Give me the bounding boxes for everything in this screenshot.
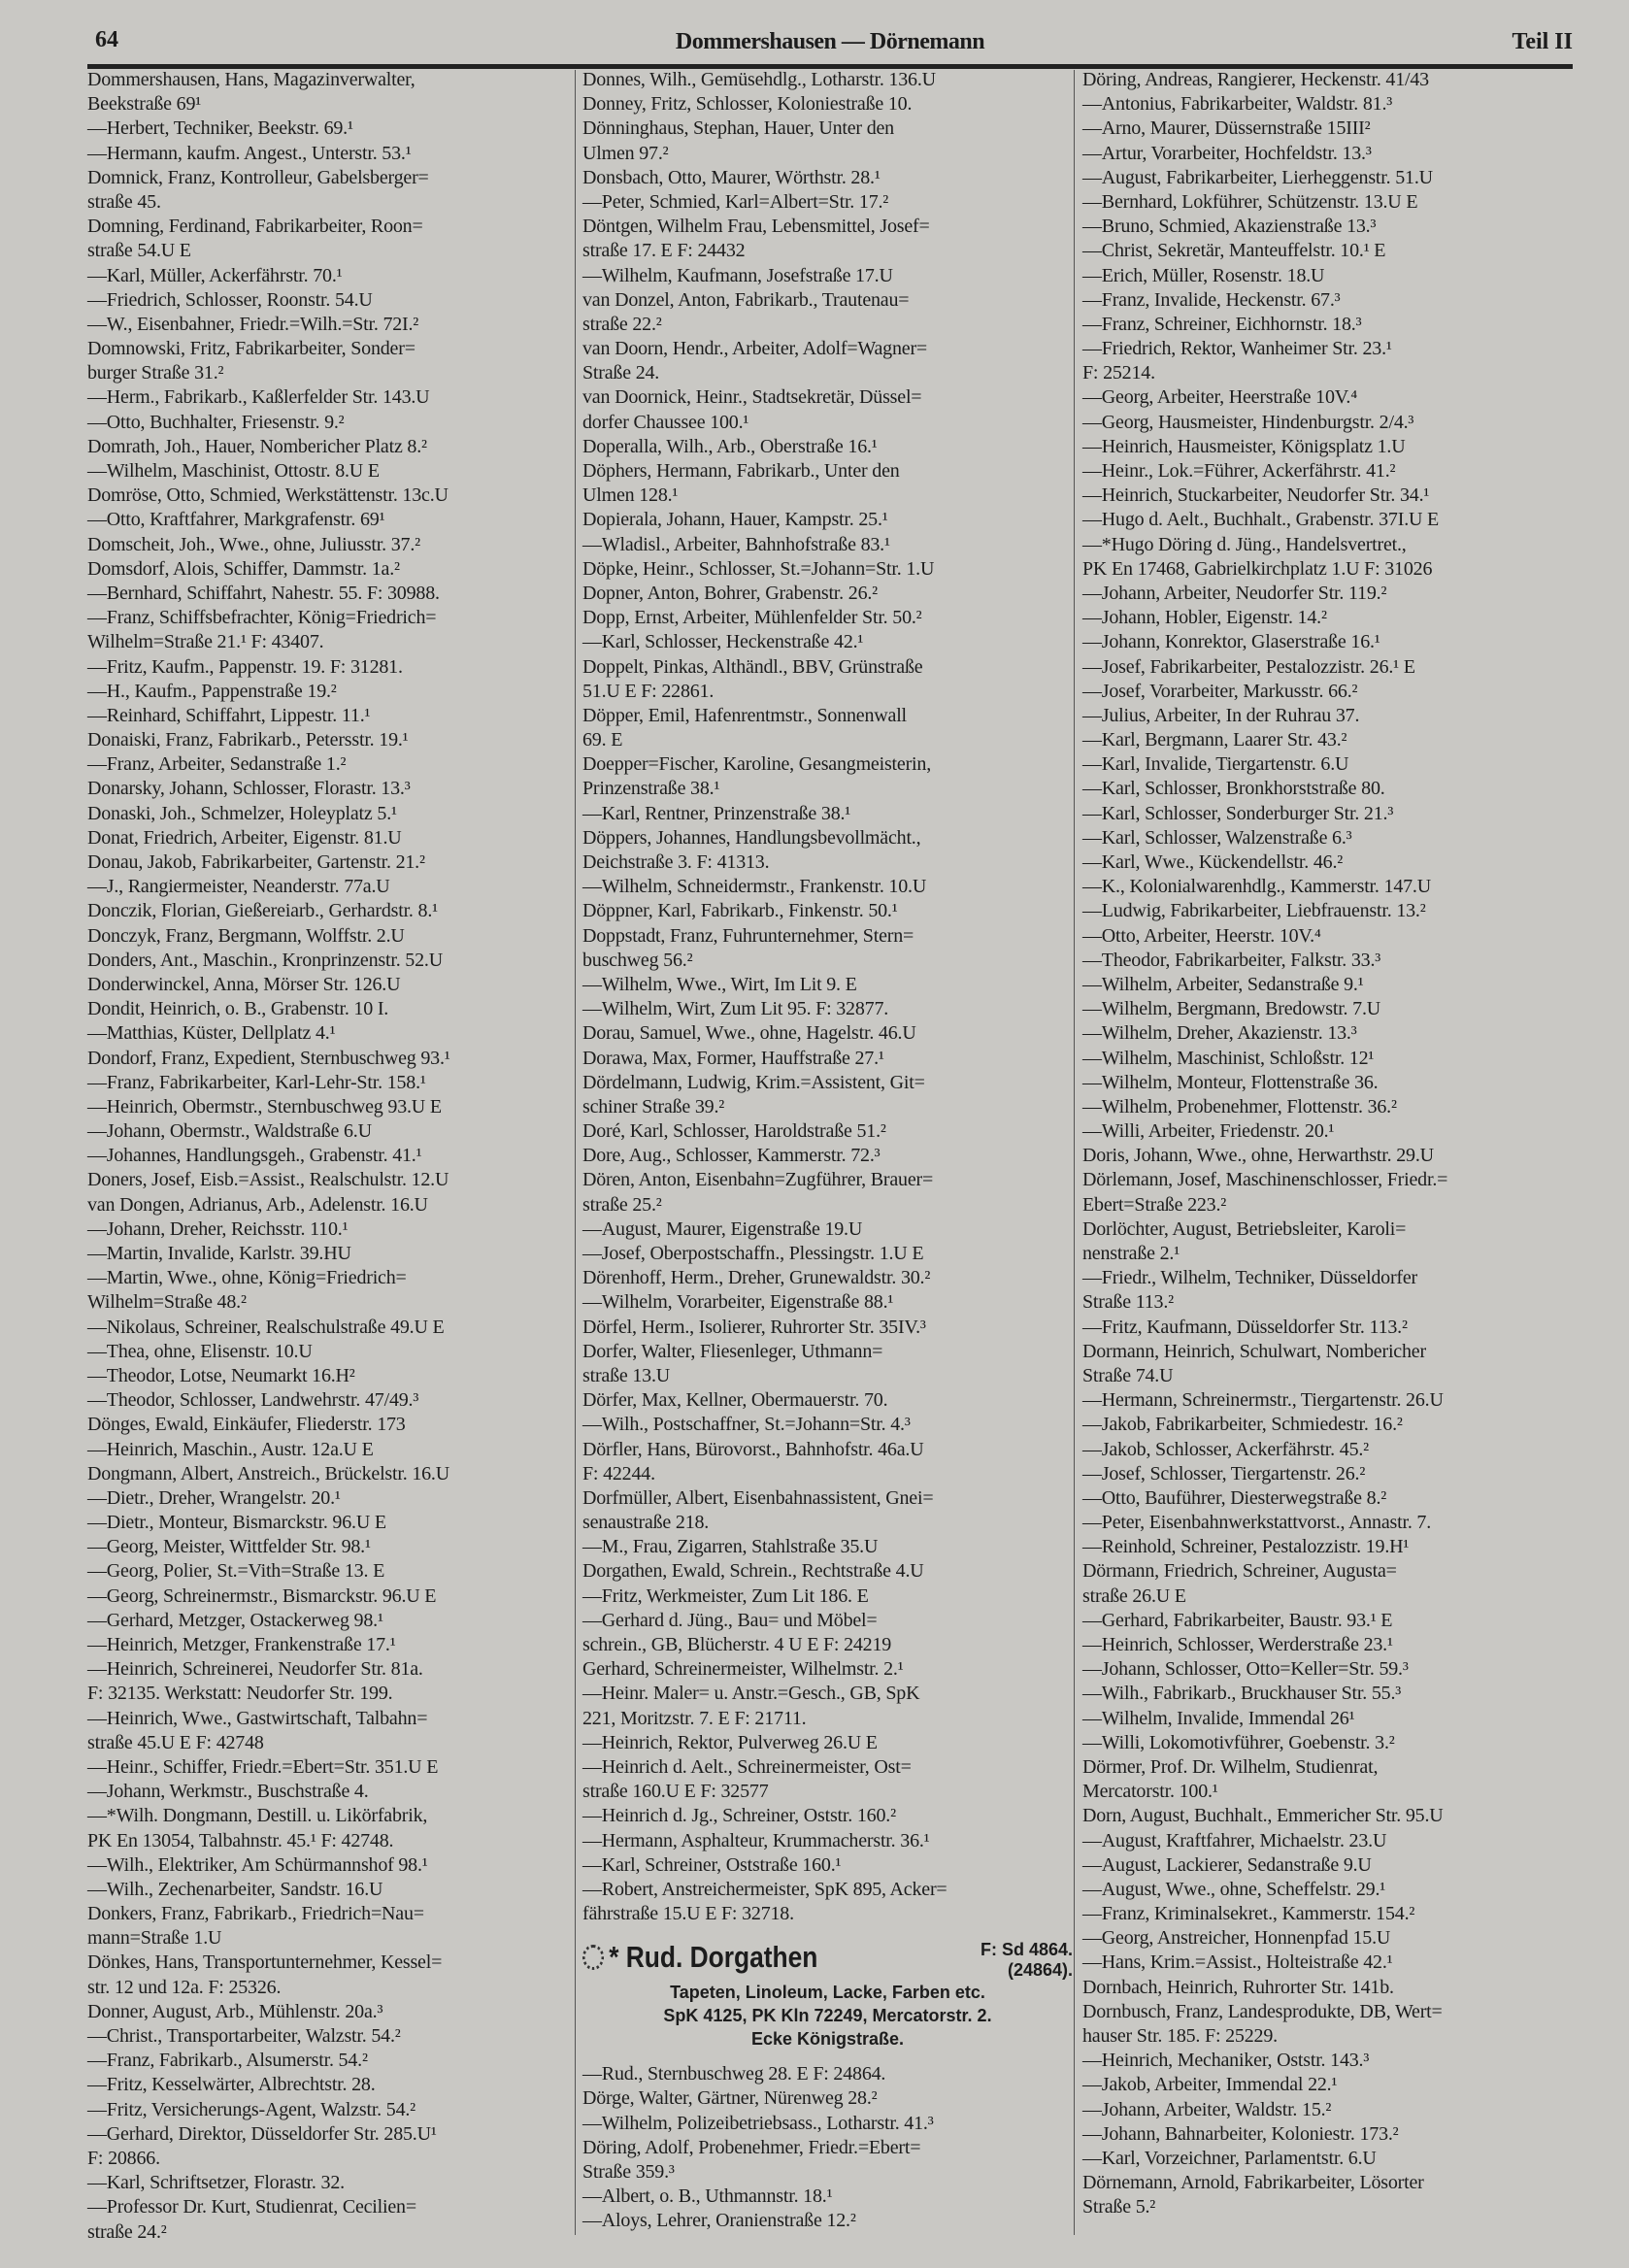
directory-entry-line: Doepper=Fischer, Karoline, Gesangmeisterin,	[582, 753, 931, 776]
page-number: 64	[95, 27, 118, 52]
directory-entry-line: Deichstraße 3. F: 41313.	[582, 851, 770, 873]
directory-entry-line: —Peter, Schmied, Karl=Albert=Str. 17.²	[582, 190, 889, 213]
directory-entry-line: Wilhelm=Straße 48.²	[87, 1291, 247, 1314]
directory-entry-line: Domrath, Joh., Hauer, Nombericher Platz 8.²	[87, 435, 427, 457]
directory-entry-line: straße 54.U E	[87, 240, 191, 262]
directory-entry-line: —Martin, Wwe., ohne, König=Friedrich=	[87, 1267, 407, 1289]
directory-entry-line: —Willi, Lokomotivführer, Goebenstr. 3.²	[1082, 1731, 1395, 1753]
directory-entry-line: —Christ., Transportarbeiter, Walzstr. 54.²	[87, 2025, 401, 2047]
directory-entry-line: —Karl, Schlosser, Heckenstraße 42.¹	[582, 631, 864, 653]
directory-entry-line: —Heinrich d. Jg., Schreiner, Oststr. 160.²	[582, 1805, 896, 1827]
directory-entry-line: —Antonius, Fabrikarbeiter, Waldstr. 81.³	[1082, 93, 1393, 116]
ad-line: SpK 4125, PK Kln 72249, Mercatorstr. 2.	[663, 2006, 992, 2026]
column-1	[87, 68, 578, 2245]
directory-entry-line: —Karl, Schlosser, Walzenstraße 6.³	[1082, 826, 1352, 849]
directory-entry-line: —Artur, Vorarbeiter, Hochfeldstr. 13.³	[1082, 142, 1372, 164]
directory-entry-line: —Franz, Arbeiter, Sedanstraße 1.²	[87, 753, 347, 776]
directory-entry-line: —Heinr. Maler= u. Anstr.=Gesch., GB, SpK	[582, 1683, 920, 1705]
directory-entry-line: —Franz, Fabrikarbeiter, Karl-Lehr-Str. 158.¹	[87, 1071, 426, 1093]
directory-entry-line: —Reinhard, Schiffahrt, Lippestr. 11.¹	[87, 704, 371, 726]
directory-entry-line: —Heinrich, Obermstr., Sternbuschweg 93.U E	[87, 1095, 442, 1117]
directory-entry-line: —Johann, Bahnarbeiter, Koloniestr. 173.²	[1082, 2122, 1399, 2145]
advertisement	[582, 1940, 1073, 2051]
directory-entry-line: Dörmann, Friedrich, Schreiner, Augusta=	[1082, 1560, 1397, 1583]
directory-entry-line: —Thea, ohne, Elisenstr. 10.U	[87, 1340, 313, 1362]
directory-entry-line: Domscheit, Joh., Wwe., ohne, Juliusstr. 37.²	[87, 533, 420, 555]
directory-entry-line: —Bernhard, Lokführer, Schützenstr. 13.U E	[1082, 190, 1418, 213]
directory-entry-line: straße 17. E F: 24432	[582, 240, 746, 262]
directory-entry-line: Dorlöchter, August, Betriebsleiter, Karoli=	[1082, 1217, 1407, 1240]
directory-entry-line: straße 45.	[87, 190, 161, 213]
directory-entry-line: —Gerhard, Metzger, Ostackerweg 98.¹	[87, 1609, 383, 1631]
directory-entry-line: Domning, Ferdinand, Fabrikarbeiter, Roon=	[87, 216, 423, 238]
directory-entry-line: Döntgen, Wilhelm Frau, Lebensmittel, Josef=	[582, 216, 930, 238]
directory-entry-line: Dörmer, Prof. Dr. Wilhelm, Studienrat,	[1082, 1755, 1379, 1778]
directory-entry-line: —Matthias, Küster, Dellplatz 4.¹	[87, 1022, 336, 1045]
directory-entry-line: —Erich, Müller, Rosenstr. 18.U	[1082, 264, 1325, 286]
directory-entry-line: Donau, Jakob, Fabrikarbeiter, Gartenstr. 21.²	[87, 851, 425, 873]
ad-line: Tapeten, Linoleum, Lacke, Farben etc.	[670, 1983, 985, 2003]
part-label: Teil II	[1512, 29, 1573, 54]
directory-entry-line: —Hans, Krim.=Assist., Holteistraße 42.¹	[1082, 1951, 1393, 1974]
directory-entry-line: —Josef, Vorarbeiter, Markusstr. 66.²	[1082, 680, 1358, 702]
directory-entry-line: —Wilhelm, Maschinist, Schloßstr. 12¹	[1082, 1047, 1375, 1069]
directory-entry-line: —K., Kolonialwarenhdlg., Kammerstr. 147.U	[1082, 876, 1431, 898]
directory-entry-line: —Theodor, Schlosser, Landwehrstr. 47/49.³	[87, 1389, 419, 1412]
directory-entry-line: —Karl, Schlosser, Sonderburger Str. 21.³	[1082, 802, 1394, 824]
directory-entry-line: —Reinhold, Schreiner, Pestalozzistr. 19.H¹	[1082, 1536, 1410, 1558]
directory-entry-line: —Georg, Polier, St.=Vith=Straße 13. E	[87, 1560, 385, 1583]
directory-entry-line: —Wilhelm, Invalide, Immendal 26¹	[1082, 1707, 1355, 1729]
directory-entry-line: Dörfler, Hans, Bürovorst., Bahnhofstr. 46a.U	[582, 1438, 924, 1460]
directory-entry-line: —Heinrich, Wwe., Gastwirtschaft, Talbahn=	[87, 1707, 428, 1729]
directory-entry-line: —Johann, Obermstr., Waldstraße 6.U	[87, 1120, 372, 1143]
directory-entry-line: Wilhelm=Straße 21.¹ F: 43407.	[87, 631, 324, 653]
directory-entry-line: —Wilhelm, Wirt, Zum Lit 95. F: 32877.	[582, 998, 889, 1020]
directory-entry-line: —Professor Dr. Kurt, Studienrat, Cecilien=	[87, 2196, 416, 2218]
directory-entry-line: —Theodor, Fabrikarbeiter, Falkstr. 33.³	[1082, 949, 1381, 971]
directory-entry-line: F: 42244.	[582, 1462, 655, 1484]
directory-entry-line: —Wilh., Elektriker, Am Schürmannshof 98.¹	[87, 1853, 428, 1876]
directory-entry-line: —Johann, Arbeiter, Neudorfer Str. 119.²	[1082, 582, 1387, 604]
wreath-icon	[582, 1945, 604, 1970]
directory-entry-line: straße 24.²	[87, 2220, 167, 2243]
directory-entry-line: —Georg, Anstreicher, Honnenpfad 15.U	[1082, 1927, 1391, 1950]
directory-entry-line: Dörenhoff, Herm., Dreher, Grunewaldstr. 30.²	[582, 1267, 931, 1289]
directory-entry-line: Doris, Johann, Wwe., ohne, Herwarthstr. 29.U	[1082, 1145, 1434, 1167]
directory-entry-line: —Heinrich, Rektor, Pulverweg 26.U E	[582, 1731, 878, 1753]
directory-entry-line: —Johann, Arbeiter, Waldstr. 15.²	[1082, 2098, 1332, 2120]
directory-entry-line: van Doorn, Hendr., Arbeiter, Adolf=Wagner=	[582, 338, 927, 360]
ad-phone-alt: (24864).	[1007, 1960, 1073, 1981]
directory-entry-line: mann=Straße 1.U	[87, 1927, 222, 1950]
directory-entry-line: Donaiski, Franz, Fabrikarb., Petersstr. 19.¹	[87, 729, 409, 751]
directory-entry-line: Straße 5.²	[1082, 2196, 1156, 2218]
directory-entry-line: —J., Rangiermeister, Neanderstr. 77a.U	[87, 876, 390, 898]
directory-entry-line: —Franz, Schreiner, Eichhornstr. 18.³	[1082, 313, 1362, 335]
directory-entry-line: —Herm., Fabrikarb., Kaßlerfelder Str. 143.U	[87, 386, 430, 409]
directory-entry-line: —Karl, Schlosser, Bronkhorststraße 80.	[1082, 778, 1385, 800]
directory-entry-line: —Fritz, Kesselwärter, Albrechtstr. 28.	[87, 2074, 376, 2096]
directory-entry-line: Straße 24.	[582, 362, 660, 384]
directory-entry-line: Prinzenstraße 38.¹	[582, 778, 720, 800]
directory-entry-line: —Otto, Kraftfahrer, Markgrafenstr. 69¹	[87, 509, 385, 531]
directory-entry-line: Doperalla, Wilh., Arb., Oberstraße 16.¹	[582, 435, 878, 457]
directory-entry-line: —Karl, Rentner, Prinzenstraße 38.¹	[582, 802, 851, 824]
directory-entry-line: Doppelt, Pinkas, Althändl., BBV, Grünstraße	[582, 655, 923, 678]
directory-entry-line: Dörfer, Max, Kellner, Obermauerstr. 70.	[582, 1389, 888, 1412]
directory-entry-line: —Wilhelm, Kaufmann, Josefstraße 17.U	[582, 264, 893, 286]
directory-entry-line: Dörnemann, Arnold, Fabrikarbeiter, Lösorter	[1082, 2172, 1424, 2194]
directory-entry-line: —Franz, Kriminalsekret., Kammerstr. 154.²	[1082, 1903, 1415, 1925]
directory-entry-line: —*Wilh. Dongmann, Destill. u. Likörfabrik,	[87, 1805, 428, 1827]
directory-entry-line: —Karl, Invalide, Tiergartenstr. 6.U	[1082, 753, 1349, 776]
directory-entry-line: —Wilhelm, Bergmann, Bredowstr. 7.U	[1082, 998, 1380, 1020]
directory-entry-line: Dörge, Walter, Gärtner, Nürenweg 28.²	[582, 2087, 878, 2110]
directory-entry-line: Donarsky, Johann, Schlosser, Florastr. 13.³	[87, 778, 411, 800]
directory-entry-line: —Willi, Arbeiter, Friedenstr. 20.¹	[1082, 1120, 1335, 1143]
directory-entry-line: —Wilhelm, Probenehmer, Flottenstr. 36.²	[1082, 1095, 1397, 1117]
directory-entry-line: —Theodor, Lotse, Neumarkt 16.H²	[87, 1364, 355, 1386]
directory-entry-line: —Wladisl., Arbeiter, Bahnhofstraße 83.¹	[582, 533, 890, 555]
directory-entry-line: 221, Moritzstr. 7. E F: 21711.	[582, 1707, 807, 1729]
directory-entry-line: Donczyk, Franz, Bergmann, Wolffstr. 2.U	[87, 924, 405, 947]
directory-entry-line: F: 20866.	[87, 2147, 160, 2169]
directory-entry-line: —Heinrich, Mechaniker, Oststr. 143.³	[1082, 2050, 1370, 2072]
directory-entry-line: —Johannes, Handlungsgeh., Grabenstr. 41.¹	[87, 1145, 422, 1167]
ad-phone: F: Sd 4864.	[980, 1940, 1073, 1960]
directory-entry-line: —W., Eisenbahner, Friedr.=Wilh.=Str. 72I.²	[87, 313, 419, 335]
directory-entry-line: —Karl, Vorzeichner, Parlamentstr. 6.U	[1082, 2147, 1377, 2169]
directory-entry-line: —Heinrich, Metzger, Frankenstraße 17.¹	[87, 1634, 396, 1655]
directory-entry-line: —Heinrich, Schlosser, Werderstraße 23.¹	[1082, 1634, 1393, 1655]
directory-entry-line: fährstraße 15.U E F: 32718.	[582, 1903, 794, 1925]
directory-entry-line: Straße 74.U	[1082, 1364, 1174, 1386]
directory-entry-line: —Aloys, Lehrer, Oranienstraße 12.²	[582, 2210, 856, 2232]
directory-entry-line: straße 26.U E	[1082, 1584, 1186, 1607]
directory-entry-line: Donczik, Florian, Gießereiarb., Gerhardstr. 8.¹	[87, 900, 438, 922]
directory-entry-line: —Hugo d. Aelt., Buchhalt., Grabenstr. 37I.U E	[1082, 509, 1440, 531]
directory-entry-line: Doppstadt, Franz, Fuhrunternehmer, Stern=	[582, 924, 914, 947]
directory-entry-line: —Wilhelm, Schneidermstr., Frankenstr. 10.U	[582, 876, 927, 898]
directory-entry-line: —Bernhard, Schiffahrt, Nahestr. 55. F: 30988.	[87, 582, 440, 604]
directory-entry-line: straße 13.U	[582, 1364, 670, 1386]
directory-entry-line: —Wilh., Fabrikarb., Bruckhauser Str. 55.³	[1082, 1683, 1402, 1705]
directory-entry-line: —Karl, Müller, Ackerfährstr. 70.¹	[87, 264, 343, 286]
directory-entry-line: —Fritz, Kaufm., Pappenstr. 19. F: 31281.	[87, 655, 403, 678]
directory-entry-line: —Bruno, Schmied, Akazienstraße 13.³	[1082, 216, 1377, 238]
directory-entry-line: —Wilhelm, Wwe., Wirt, Im Lit 9. E	[582, 973, 857, 995]
directory-entry-line: van Dongen, Adrianus, Arb., Adelenstr. 16.U	[87, 1193, 428, 1216]
directory-entry-line: F: 32135. Werkstatt: Neudorfer Str. 199.	[87, 1683, 393, 1705]
directory-entry-line: Dopner, Anton, Bohrer, Grabenstr. 26.²	[582, 582, 878, 604]
directory-entry-line: —August, Lackierer, Sedanstraße 9.U	[1082, 1853, 1372, 1876]
directory-entry-line: —Robert, Anstreichermeister, SpK 895, Acker=	[582, 1878, 947, 1900]
directory-entry-line: Dongmann, Albert, Anstreich., Brückelstr. 16.U	[87, 1462, 449, 1484]
column-3	[1082, 68, 1573, 2220]
directory-entry-line: Beekstraße 69¹	[87, 93, 202, 116]
directory-entry-line: —Hermann, Asphalteur, Krummacherstr. 36.¹	[582, 1829, 930, 1851]
directory-entry-line: senaustraße 218.	[582, 1512, 710, 1534]
directory-entry-line: dorfer Chaussee 100.¹	[582, 411, 749, 433]
directory-entry-line: —Heinrich, Schreinerei, Neudorfer Str. 81a.	[87, 1658, 423, 1681]
directory-entry-line: schiner Straße 39.²	[582, 1095, 725, 1117]
directory-entry-line: Dommershausen, Hans, Magazinverwalter,	[87, 69, 416, 90]
directory-entry-line: —Josef, Schlosser, Tiergartenstr. 26.²	[1082, 1462, 1366, 1484]
column-divider	[1074, 70, 1075, 2235]
directory-entry-line: —Otto, Arbeiter, Heerstr. 10V.⁴	[1082, 924, 1321, 947]
directory-entry-line: —Wilhelm, Polizeibetriebsass., Lotharstr. 41.³	[582, 2112, 934, 2134]
directory-entry-line: PK En 17468, Gabrielkirchplatz 1.U F: 31026	[1082, 557, 1433, 580]
directory-entry-line: —Wilhelm, Monteur, Flottenstraße 36.	[1082, 1071, 1379, 1093]
directory-entry-line: Dore, Aug., Schlosser, Kammerstr. 72.³	[582, 1145, 881, 1167]
directory-entry-line: —Martin, Invalide, Karlstr. 39.HU	[87, 1243, 351, 1264]
directory-entry-line: Donsbach, Otto, Maurer, Wörthstr. 28.¹	[582, 166, 881, 188]
directory-entry-line: —Albert, o. B., Uthmannstr. 18.¹	[582, 2185, 833, 2208]
directory-entry-line: Ulmen 97.²	[582, 142, 669, 164]
directory-entry-line: —Fritz, Werkmeister, Zum Lit 186. E	[582, 1584, 869, 1607]
directory-entry-line: Donaski, Joh., Schmelzer, Holeyplatz 5.¹	[87, 802, 397, 824]
directory-entry-line: —Otto, Buchhalter, Friesenstr. 9.²	[87, 411, 345, 433]
directory-entry-line: —Gerhard, Fabrikarbeiter, Baustr. 93.¹ E	[1082, 1609, 1393, 1631]
directory-entry-line: Dopp, Ernst, Arbeiter, Mühlenfelder Str. 50.²	[582, 607, 922, 629]
directory-entry-line: Donner, August, Arb., Mühlenstr. 20a.³	[87, 2000, 383, 2022]
directory-entry-line: —Wilhelm, Maschinist, Ottostr. 8.U E	[87, 460, 380, 482]
directory-entry-line: —August, Wwe., ohne, Scheffelstr. 29.¹	[1082, 1878, 1386, 1900]
directory-entry-line: van Doornick, Heinr., Stadtsekretär, Düssel=	[582, 386, 922, 409]
directory-entry-line: —Ludwig, Fabrikarbeiter, Liebfrauenstr. 13.²	[1082, 900, 1426, 922]
directory-entry-line: —Heinr., Lok.=Führer, Ackerfährstr. 41.²	[1082, 460, 1396, 482]
directory-entry-line: —Friedr., Wilhelm, Techniker, Düsseldorfer	[1082, 1267, 1417, 1289]
directory-entry-line: —Franz, Fabrikarb., Alsumerstr. 54.²	[87, 2050, 368, 2072]
directory-entry-line: Dörfel, Herm., Isolierer, Ruhrorter Str. 35IV.³	[582, 1316, 926, 1338]
directory-entry-line: 51.U E F: 22861.	[582, 680, 715, 702]
directory-entry-line: Straße 359.³	[582, 2161, 675, 2183]
directory-entry-line: —Johann, Dreher, Reichsstr. 110.¹	[87, 1217, 349, 1240]
directory-entry-line: —Franz, Invalide, Heckenstr. 67.³	[1082, 288, 1341, 311]
directory-entry-line: PK En 13054, Talbahnstr. 45.¹ F: 42748.	[87, 1829, 394, 1851]
ad-name: * Rud. Dorgathen	[609, 1940, 818, 1975]
directory-entry-line: Domnowski, Fritz, Fabrikarbeiter, Sonder=	[87, 338, 416, 360]
column-2	[582, 68, 1073, 2234]
directory-entry-line: Domnick, Franz, Kontrolleur, Gabelsberger=	[87, 166, 429, 188]
directory-entry-line: straße 25.²	[582, 1193, 662, 1216]
directory-entry-line: nenstraße 2.¹	[1082, 1243, 1180, 1264]
directory-entry-line: Donkers, Franz, Fabrikarb., Friedrich=Nau=	[87, 1903, 424, 1925]
directory-entry-line: —August, Maurer, Eigenstraße 19.U	[582, 1217, 863, 1240]
directory-entry-line: —Julius, Arbeiter, In der Ruhrau 37.	[1082, 704, 1360, 726]
directory-entry-line: —Georg, Meister, Wittfelder Str. 98.¹	[87, 1536, 371, 1558]
directory-entry-line: Döppner, Karl, Fabrikarb., Finkenstr. 50.¹	[582, 900, 898, 922]
directory-entry-line: —Herbert, Techniker, Beekstr. 69.¹	[87, 117, 353, 140]
directory-entry-line: Donnes, Wilh., Gemüsehdlg., Lotharstr. 136.U	[582, 69, 936, 90]
directory-entry-line: —Dietr., Dreher, Wrangelstr. 20.¹	[87, 1486, 341, 1509]
directory-entry-line: —Wilh., Zechenarbeiter, Sandstr. 16.U	[87, 1878, 383, 1900]
directory-entry-line: —Johann, Werkmstr., Buschstraße 4.	[87, 1781, 369, 1803]
page-header	[87, 27, 1573, 66]
directory-entry-line: —Karl, Schreiner, Oststraße 160.¹	[582, 1853, 842, 1876]
directory-entry-line: —Heinrich d. Aelt., Schreinermeister, Ost=	[582, 1755, 912, 1778]
directory-entry-line: burger Straße 31.²	[87, 362, 224, 384]
directory-entry-line: —M., Frau, Zigarren, Stahlstraße 35.U	[582, 1536, 879, 1558]
directory-entry-line: —Nikolaus, Schreiner, Realschulstraße 49.U E	[87, 1316, 445, 1338]
directory-entry-line: Döpke, Heinr., Schlosser, St.=Johann=Str. 1.U	[582, 557, 935, 580]
directory-entry-line: —Hermann, kaufm. Angest., Unterstr. 53.¹	[87, 142, 412, 164]
directory-entry-line: —Johann, Konrektor, Glaserstraße 16.¹	[1082, 631, 1380, 653]
directory-entry-line: Domröse, Otto, Schmied, Werkstättenstr. 13c.U	[87, 484, 449, 507]
directory-entry-line: van Donzel, Anton, Fabrikarb., Trautenau=	[582, 288, 910, 311]
directory-entry-line: —Fritz, Kaufmann, Düsseldorfer Str. 113.²	[1082, 1316, 1408, 1338]
directory-entry-line: buschweg 56.²	[582, 949, 693, 971]
directory-entry-line: —Karl, Wwe., Kückendellstr. 46.²	[1082, 851, 1344, 873]
directory-entry-line: schrein., GB, Blücherstr. 4 U E F: 24219	[582, 1634, 892, 1655]
directory-entry-line: —Jakob, Schlosser, Ackerfährstr. 45.²	[1082, 1438, 1369, 1460]
ad-line: Ecke Königstraße.	[750, 2029, 905, 2050]
directory-entry-line: Donat, Friedrich, Arbeiter, Eigenstr. 81.U	[87, 826, 402, 849]
directory-entry-line: Döring, Adolf, Probenehmer, Friedr.=Ebert=	[582, 2136, 921, 2158]
directory-entry-line: Domsdorf, Alois, Schiffer, Dammstr. 1a.²	[87, 557, 400, 580]
directory-entry-line: —Georg, Schreinermstr., Bismarckstr. 96.U E	[87, 1584, 437, 1607]
directory-entry-line: —Fritz, Versicherungs-Agent, Walzstr. 54.²	[87, 2098, 416, 2120]
directory-entry-line: —Heinrich, Maschin., Austr. 12a.U E	[87, 1438, 374, 1460]
directory-entry-line: Doners, Josef, Eisb.=Assist., Realschulstr. 12.U	[87, 1169, 449, 1191]
page-title: Dommershausen — Dörnemann	[675, 29, 985, 54]
directory-entry-line: straße 45.U E F: 42748	[87, 1731, 264, 1753]
directory-entry-line: Dönkes, Hans, Transportunternehmer, Kessel=	[87, 1951, 443, 1974]
directory-entry-line: Döppers, Johannes, Handlungsbevollmächt.,	[582, 826, 921, 849]
directory-entry-line: Dorfer, Walter, Fliesenleger, Uthmann=	[582, 1340, 883, 1362]
directory-entry-line: Dornbusch, Franz, Landesprodukte, DB, Wert=	[1082, 2000, 1443, 2022]
directory-entry-line: —Arno, Maurer, Düssernstraße 15III²	[1082, 117, 1371, 140]
directory-entry-line: Dornbach, Heinrich, Ruhrorter Str. 141b.	[1082, 1976, 1394, 1998]
directory-entry-line: —August, Fabrikarbeiter, Lierheggenstr. 51.U	[1082, 166, 1433, 188]
directory-entry-line: Dormann, Heinrich, Schulwart, Nombericher	[1082, 1340, 1426, 1362]
directory-entry-line: —Heinrich, Hausmeister, Königsplatz 1.U	[1082, 435, 1406, 457]
directory-entry-line: str. 12 und 12a. F: 25326.	[87, 1976, 282, 1998]
directory-entry-line: —Jakob, Fabrikarbeiter, Schmiedestr. 16.²	[1082, 1414, 1403, 1436]
directory-entry-line: —Christ, Sekretär, Manteuffelstr. 10.¹ E	[1082, 240, 1386, 262]
directory-entry-line: —Franz, Schiffsbefrachter, König=Friedrich=	[87, 607, 437, 629]
directory-entry-line: Donney, Fritz, Schlosser, Koloniestraße 10.	[582, 93, 913, 116]
directory-entry-line: Dondit, Heinrich, o. B., Grabenstr. 10 I.	[87, 998, 389, 1020]
directory-entry-line: Donderwinckel, Anna, Mörser Str. 126.U	[87, 973, 401, 995]
directory-entry-line: —Wilhelm, Vorarbeiter, Eigenstraße 88.¹	[582, 1291, 894, 1314]
directory-entry-line: Doré, Karl, Schlosser, Haroldstraße 51.²	[582, 1120, 886, 1143]
directory-entry-line: F: 25214.	[1082, 362, 1155, 384]
directory-entry-line: Dorfmüller, Albert, Eisenbahnassistent, Gnei=	[582, 1486, 934, 1509]
directory-entry-line: —Otto, Bauführer, Diesterwegstraße 8.²	[1082, 1486, 1387, 1509]
directory-entry-line: —Karl, Bergmann, Laarer Str. 43.²	[1082, 729, 1347, 751]
directory-entry-line: —Friedrich, Schlosser, Roonstr. 54.U	[87, 288, 373, 311]
directory-entry-line: Dorawa, Max, Former, Hauffstraße 27.¹	[582, 1047, 884, 1069]
directory-entry-line: Dönges, Ewald, Einkäufer, Fliederstr. 173	[87, 1414, 406, 1436]
directory-entry-line: —Peter, Eisenbahnwerkstattvorst., Annastr. 7.	[1082, 1512, 1432, 1534]
directory-entry-line: Dopierala, Johann, Hauer, Kampstr. 25.¹	[582, 509, 888, 531]
directory-entry-line: —Johann, Schlosser, Otto=Keller=Str. 59.³	[1082, 1658, 1409, 1681]
directory-entry-line: —Wilhelm, Dreher, Akazienstr. 13.³	[1082, 1022, 1357, 1045]
directory-entry-line: —Rud., Sternbuschweg 28. E F: 24864.	[582, 2063, 886, 2085]
directory-entry-line: —Gerhard d. Jüng., Bau= und Möbel=	[582, 1609, 878, 1631]
directory-entry-line: —Karl, Schriftsetzer, Florastr. 32.	[87, 2172, 345, 2194]
directory-entry-line: Döpper, Emil, Hafenrentmstr., Sonnenwall	[582, 704, 907, 726]
directory-entry-line: —Josef, Oberpostschaffn., Plessingstr. 1.U E	[582, 1243, 924, 1264]
directory-entry-line: —Johann, Hobler, Eigenstr. 14.²	[1082, 607, 1327, 629]
directory-entry-line: Dorgathen, Ewald, Schrein., Rechtstraße 4.U	[582, 1560, 924, 1583]
directory-entry-line: Dorn, August, Buchhalt., Emmericher Str. 95.U	[1082, 1805, 1444, 1827]
directory-entry-line: —Wilh., Postschaffner, St.=Johann=Str. 4.³	[582, 1414, 911, 1436]
directory-entry-line: —Jakob, Arbeiter, Immendal 22.¹	[1082, 2074, 1338, 2096]
directory-entry-line: straße 160.U E F: 32577	[582, 1781, 769, 1803]
directory-entry-line: —Georg, Hausmeister, Hindenburgstr. 2/4.³	[1082, 411, 1414, 433]
directory-entry-line: —Hermann, Schreinermstr., Tiergartenstr. 26.U	[1082, 1389, 1444, 1412]
directory-entry-line: Dören, Anton, Eisenbahn=Zugführer, Brauer=	[582, 1169, 934, 1191]
directory-entry-line: Donders, Ant., Maschin., Kronprinzenstr. 52.U	[87, 949, 443, 971]
directory-entry-line: Döring, Andreas, Rangierer, Heckenstr. 41/43	[1082, 69, 1429, 90]
directory-entry-line: —Wilhelm, Arbeiter, Sedanstraße 9.¹	[1082, 973, 1364, 995]
directory-entry-line: Dördelmann, Ludwig, Krim.=Assistent, Git=	[582, 1071, 925, 1093]
directory-entry-line: hauser Str. 185. F: 25229.	[1082, 2025, 1278, 2047]
directory-entry-line: Dönninghaus, Stephan, Hauer, Unter den	[582, 117, 894, 140]
directory-entry-line: Dorau, Samuel, Wwe., ohne, Hagelstr. 46.U	[582, 1022, 916, 1045]
directory-entry-line: —H., Kaufm., Pappenstraße 19.²	[87, 680, 337, 702]
directory-entry-line: Dörlemann, Josef, Maschinenschlosser, Friedr.=	[1082, 1169, 1448, 1191]
directory-entry-line: —Gerhard, Direktor, Düsseldorfer Str. 285.U¹	[87, 2122, 437, 2145]
directory-entry-line: —*Hugo Döring d. Jüng., Handelsvertret.,	[1082, 533, 1407, 555]
directory-entry-line: Ulmen 128.¹	[582, 484, 679, 507]
directory-entry-line: —Josef, Fabrikarbeiter, Pestalozzistr. 26.¹ E	[1082, 655, 1415, 678]
directory-entry-line: —August, Kraftfahrer, Michaelstr. 23.U	[1082, 1829, 1387, 1851]
directory-entry-line: Mercatorstr. 100.¹	[1082, 1781, 1218, 1803]
directory-entry-line: —Heinr., Schiffer, Friedr.=Ebert=Str. 351.U E	[87, 1755, 439, 1778]
directory-entry-line: straße 22.²	[582, 313, 662, 335]
directory-entry-line: —Georg, Arbeiter, Heerstraße 10V.⁴	[1082, 386, 1357, 409]
directory-entry-line: Gerhard, Schreinermeister, Wilhelmstr. 2.¹	[582, 1658, 904, 1681]
directory-entry-line: —Friedrich, Rektor, Wanheimer Str. 23.¹	[1082, 338, 1392, 360]
directory-entry-line: Döphers, Hermann, Fabrikarb., Unter den	[582, 460, 900, 482]
directory-entry-line: —Dietr., Monteur, Bismarckstr. 96.U E	[87, 1512, 386, 1534]
directory-entry-line: —Heinrich, Stuckarbeiter, Neudorfer Str. 34.¹	[1082, 484, 1430, 507]
directory-entry-line: Straße 113.²	[1082, 1291, 1174, 1314]
directory-entry-line: Dondorf, Franz, Expedient, Sternbuschweg 93.¹	[87, 1047, 450, 1069]
directory-entry-line: 69. E	[582, 729, 623, 751]
directory-entry-line: Ebert=Straße 223.²	[1082, 1193, 1227, 1216]
